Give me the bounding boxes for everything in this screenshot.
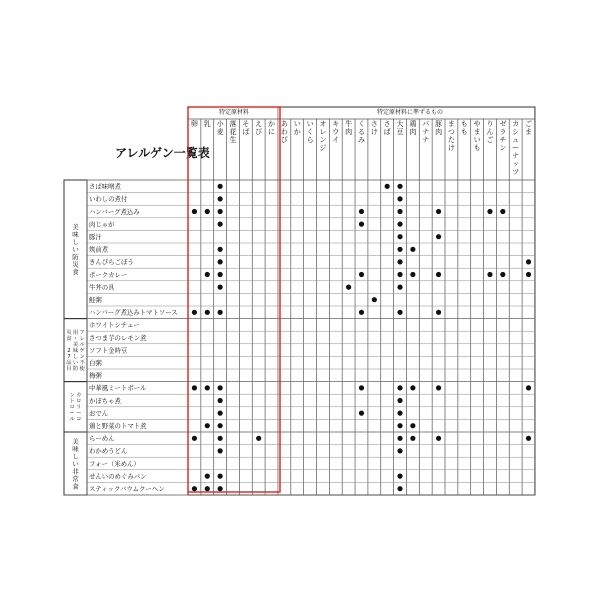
allergen-dot xyxy=(218,222,223,227)
allergen-dot xyxy=(500,209,505,214)
allergen-dot xyxy=(397,448,402,453)
allergen-dot xyxy=(436,310,441,315)
allergen-dot xyxy=(487,272,492,277)
allergen-dot xyxy=(397,272,402,277)
allergen-dot xyxy=(436,436,441,441)
allergen-dot xyxy=(526,272,531,277)
row-label: らーめん xyxy=(89,434,115,443)
group-label: アレルゲン不使用・美味しい防災食 2 7 品目 xyxy=(66,329,85,372)
allergen-dot xyxy=(218,310,223,315)
allergen-dot xyxy=(397,310,402,315)
column-header: やまいも xyxy=(473,120,481,152)
row-label: 白粥 xyxy=(89,358,102,367)
allergen-dot xyxy=(205,474,210,479)
allergen-marks xyxy=(192,184,531,492)
allergen-dot xyxy=(372,297,377,302)
allergen-dot xyxy=(436,209,441,214)
column-headers xyxy=(191,119,532,176)
column-header: 大豆 xyxy=(396,120,404,136)
specified-materials-highlight xyxy=(188,107,280,492)
row-label: スティックバウムクーヘン xyxy=(89,484,165,493)
row-label: さば味噌煮 xyxy=(89,182,121,191)
column-header: いか xyxy=(293,120,301,136)
group-label: 美味しい防災食 xyxy=(72,223,79,277)
allergen-dot xyxy=(218,474,223,479)
allergen-dot xyxy=(500,272,505,277)
row-label: せんいのめぐみパン xyxy=(89,472,147,481)
allergen-dot xyxy=(192,209,197,214)
allergen-dot xyxy=(397,209,402,214)
allergen-dot xyxy=(218,196,223,201)
column-header: まつたけ xyxy=(447,120,455,152)
row-label: きんぴらごぼう xyxy=(89,258,134,267)
row-label: おでん xyxy=(89,409,109,418)
allergen-dot xyxy=(526,259,531,264)
allergen-dot xyxy=(359,272,364,277)
row-label: ホワイトシチュー xyxy=(89,321,140,330)
row-labels xyxy=(89,182,178,493)
allergen-dot xyxy=(526,436,531,441)
column-header: くるみ xyxy=(357,120,365,144)
column-header: あわび xyxy=(280,120,288,144)
allergen-dot xyxy=(397,486,402,491)
column-header: もも xyxy=(460,120,468,136)
allergen-dot xyxy=(397,411,402,416)
allergen-dot xyxy=(205,272,210,277)
row-label: 鮭粥 xyxy=(89,295,102,304)
column-header: 鶏肉 xyxy=(409,120,417,136)
allergen-dot xyxy=(397,184,402,189)
allergen-dot xyxy=(397,222,402,227)
allergen-dot xyxy=(397,259,402,264)
allergen-dot xyxy=(218,385,223,390)
column-header: そば xyxy=(242,120,250,136)
allergen-dot xyxy=(205,209,210,214)
allergen-dot xyxy=(218,259,223,264)
allergen-dot xyxy=(436,272,441,277)
row-label: 中華風ミートボール xyxy=(89,384,147,393)
column-header: キウイ xyxy=(332,120,340,144)
allergen-dot xyxy=(218,247,223,252)
allergen-dot xyxy=(436,385,441,390)
column-header: ゼラチン xyxy=(499,120,507,152)
allergen-dot xyxy=(218,272,223,277)
allergen-dot xyxy=(218,209,223,214)
allergen-dot xyxy=(205,310,210,315)
group-label: カロリーコントロール xyxy=(69,392,82,423)
row-label: さつま芋のレモン煮 xyxy=(89,333,147,342)
allergen-dot xyxy=(397,436,402,441)
row-label: 牛丼の具 xyxy=(89,283,115,292)
allergen-dot xyxy=(526,385,531,390)
column-header: 豚肉 xyxy=(435,120,443,136)
allergen-dot xyxy=(397,247,402,252)
allergen-dot xyxy=(397,196,402,201)
page-title: アレルゲン一覧表 xyxy=(115,146,210,160)
allergen-dot xyxy=(397,385,402,390)
row-label: わかめうどん xyxy=(89,447,128,456)
row-label: ポークカレー xyxy=(89,270,128,279)
allergen-dot xyxy=(192,385,197,390)
allergen-dot xyxy=(385,184,390,189)
row-label: 梅粥 xyxy=(89,371,102,380)
allergen-dot xyxy=(218,285,223,290)
row-label: ハンバーグ煮込みトマトソース xyxy=(89,308,178,317)
allergen-dot xyxy=(218,411,223,416)
column-header: いくら xyxy=(306,120,314,144)
column-header: えび xyxy=(255,120,263,136)
allergen-dot xyxy=(205,423,210,428)
allergen-dot xyxy=(397,423,402,428)
row-label: ハンバーグ煮込み xyxy=(89,207,140,216)
allergen-dot xyxy=(397,398,402,403)
allergen-dot xyxy=(410,385,415,390)
column-header: カシューナッツ xyxy=(512,120,520,176)
column-header: ごま xyxy=(525,120,533,136)
allergen-dot xyxy=(192,436,197,441)
allergen-dot xyxy=(218,423,223,428)
allergen-dot xyxy=(487,209,492,214)
column-header: さけ xyxy=(370,120,378,136)
allergen-dot xyxy=(436,234,441,239)
allergen-dot xyxy=(192,486,197,491)
column-header: 卵 xyxy=(190,120,198,128)
header-equivalent-materials: 特定原材料に準ずるもの xyxy=(376,109,444,116)
row-label: 肉じゃが xyxy=(89,220,115,229)
allergen-dot xyxy=(218,448,223,453)
column-header: バナナ xyxy=(422,120,430,144)
allergen-dot xyxy=(359,310,364,315)
allergen-dot xyxy=(410,423,415,428)
allergen-dot xyxy=(397,285,402,290)
row-label: 筑前煮 xyxy=(89,245,109,254)
row-label: いわしの煮付 xyxy=(89,195,128,204)
allergen-dot xyxy=(346,285,351,290)
column-header: りんご xyxy=(486,120,494,144)
column-header: さば xyxy=(383,120,391,136)
row-label: 鶏と野菜のトマト煮 xyxy=(89,421,147,430)
allergen-dot xyxy=(359,222,364,227)
allergen-dot xyxy=(410,272,415,277)
grid xyxy=(64,107,535,495)
column-header: 牛肉 xyxy=(345,120,353,136)
allergen-dot xyxy=(218,436,223,441)
row-label: かぼちゃ煮 xyxy=(89,396,121,405)
allergen-dot xyxy=(359,411,364,416)
allergen-dot xyxy=(397,474,402,479)
header-specified-materials: 特定原材料 xyxy=(218,109,250,116)
allergen-dot xyxy=(256,436,261,441)
allergen-dot xyxy=(218,398,223,403)
column-header: かに xyxy=(268,120,276,136)
column-header: 小麦 xyxy=(216,120,224,136)
allergen-dot xyxy=(397,234,402,239)
row-label: フォー（米めん） xyxy=(89,459,140,468)
allergen-dot xyxy=(205,486,210,491)
column-header: オレンジ xyxy=(319,120,327,152)
group-labels xyxy=(66,222,85,490)
allergen-dot xyxy=(218,486,223,491)
row-label: 豚汁 xyxy=(89,232,102,241)
allergen-dot xyxy=(218,184,223,189)
allergen-dot xyxy=(359,385,364,390)
allergen-dot xyxy=(410,247,415,252)
allergen-dot xyxy=(359,209,364,214)
row-label: ソフト金時豆 xyxy=(89,346,128,355)
allergen-dot xyxy=(205,385,210,390)
allergen-dot xyxy=(410,436,415,441)
column-header: 落花生 xyxy=(229,120,237,144)
group-label: 美味しい非常食 xyxy=(72,437,79,491)
allergen-dot xyxy=(192,310,197,315)
column-header: 乳 xyxy=(203,120,211,128)
